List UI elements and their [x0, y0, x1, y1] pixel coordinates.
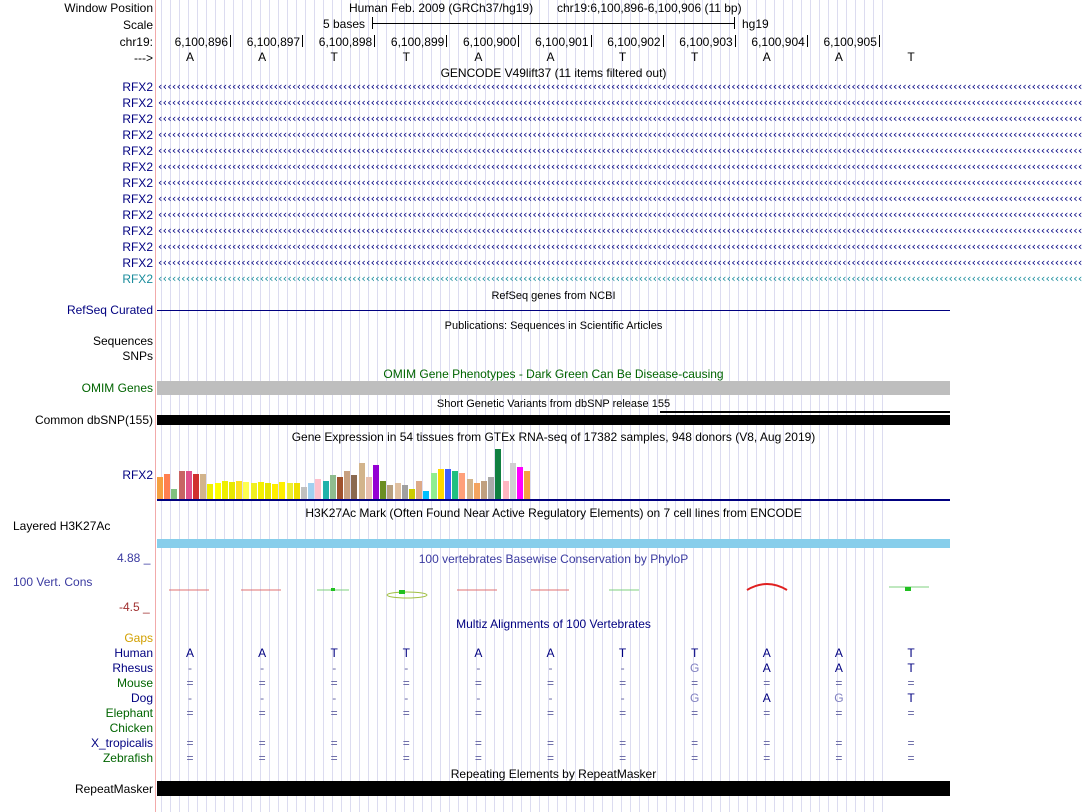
- repeatmasker-title: Repeating Elements by RepeatMasker: [450, 767, 657, 781]
- ruler-tick-label: 6,100,901: [535, 35, 589, 49]
- ruler-tick-label: 6,100,905: [823, 35, 877, 49]
- ruler-tick: [302, 35, 303, 47]
- gencode-item-label[interactable]: RFX2: [122, 192, 153, 206]
- ruler-tick: [807, 35, 808, 47]
- gtex-title: Gene Expression in 54 tissues from GTEx RNA-seq of 17382 samples, 948 donors (V8, Aug 2019): [291, 430, 816, 444]
- alignment-cell: -: [332, 661, 337, 675]
- omim-bar[interactable]: [157, 381, 950, 395]
- window-position-label: Window Position: [64, 1, 153, 15]
- gencode-transcript[interactable]: ‹‹‹‹‹‹‹‹‹‹‹‹‹‹‹‹‹‹‹‹‹‹‹‹‹‹‹‹‹‹‹‹‹‹‹‹‹‹‹‹‹‹‹‹‹‹‹‹‹‹‹‹‹‹‹‹‹‹‹‹‹‹‹‹‹‹‹‹‹‹‹‹‹‹‹‹‹‹‹‹‹‹‹‹‹‹‹‹‹‹‹‹‹‹‹‹‹‹‹‹‹‹‹‹‹‹‹‹‹‹‹‹‹‹‹‹‹‹‹‹‹‹‹‹‹‹‹‹‹‹‹‹‹‹‹‹‹‹‹‹‹‹‹‹‹‹‹‹‹‹‹‹‹‹‹‹‹‹‹‹‹‹‹‹‹‹‹‹‹‹‹‹‹‹‹‹‹‹‹‹‹‹‹‹‹‹‹‹‹‹‹‹‹‹‹‹‹‹‹‹: [157, 240, 1082, 253]
- alignment-cell: -: [260, 691, 265, 705]
- alignment-cell: =: [619, 736, 627, 750]
- gtex-bar[interactable]: [445, 469, 451, 499]
- scale-bar-right: [734, 17, 735, 29]
- gencode-transcript[interactable]: ‹‹‹‹‹‹‹‹‹‹‹‹‹‹‹‹‹‹‹‹‹‹‹‹‹‹‹‹‹‹‹‹‹‹‹‹‹‹‹‹‹‹‹‹‹‹‹‹‹‹‹‹‹‹‹‹‹‹‹‹‹‹‹‹‹‹‹‹‹‹‹‹‹‹‹‹‹‹‹‹‹‹‹‹‹‹‹‹‹‹‹‹‹‹‹‹‹‹‹‹‹‹‹‹‹‹‹‹‹‹‹‹‹‹‹‹‹‹‹‹‹‹‹‹‹‹‹‹‹‹‹‹‹‹‹‹‹‹‹‹‹‹‹‹‹‹‹‹‹‹‹‹‹‹‹‹‹‹‹‹‹‹‹‹‹‹‹‹‹‹‹‹‹‹‹‹‹‹‹‹‹‹‹‹‹‹‹‹‹‹‹‹‹‹‹‹‹‹‹‹: [157, 144, 1082, 157]
- gtex-bar[interactable]: [207, 484, 213, 499]
- base-letter: A: [474, 50, 483, 64]
- gencode-item-label[interactable]: RFX2: [122, 160, 153, 174]
- gtex-bar[interactable]: [164, 474, 170, 499]
- gtex-bar[interactable]: [366, 477, 372, 499]
- base-letter: T: [618, 50, 627, 64]
- base-letter: T: [330, 50, 338, 64]
- alignment-cell: -: [260, 661, 265, 675]
- gtex-bar[interactable]: [395, 483, 401, 499]
- gtex-bar[interactable]: [517, 467, 523, 499]
- base-letter: T: [402, 50, 410, 64]
- dbsnp-thin-line: [660, 411, 950, 413]
- gtex-bar[interactable]: [495, 449, 501, 499]
- gencode-item-label[interactable]: RFX2: [122, 144, 153, 158]
- gtex-bar[interactable]: [510, 463, 516, 499]
- ruler-tick: [374, 35, 375, 47]
- gtex-gene-label[interactable]: RFX2: [122, 468, 153, 482]
- gtex-bar[interactable]: [236, 481, 242, 499]
- sequences-label[interactable]: Sequences: [92, 334, 153, 348]
- scale-text: 5 bases: [323, 17, 366, 31]
- species-label[interactable]: X_tropicalis: [90, 736, 153, 750]
- alignment-cell: =: [546, 706, 554, 720]
- gencode-item-label[interactable]: RFX2: [122, 240, 153, 254]
- alignment-cell: =: [330, 751, 338, 765]
- base-letter: A: [546, 50, 555, 64]
- phylop-mark-8: [747, 584, 787, 590]
- gencode-item-label[interactable]: RFX2: [122, 176, 153, 190]
- alignment-cell: -: [476, 661, 481, 675]
- phylop-mark-9-point: [905, 587, 911, 591]
- alignment-cell: -: [188, 691, 192, 705]
- ruler-tick-label: 6,100,902: [607, 35, 661, 49]
- alignment-cell: -: [404, 691, 409, 705]
- gtex-bar[interactable]: [171, 489, 177, 499]
- alignment-cell: =: [402, 676, 410, 690]
- alignment-cell: =: [907, 706, 915, 720]
- alignment-cell: =: [619, 676, 627, 690]
- ruler-tick: [879, 35, 880, 47]
- gtex-bar[interactable]: [215, 483, 221, 499]
- alignment-cell: =: [546, 736, 554, 750]
- gtex-bar[interactable]: [301, 487, 307, 499]
- gencode-transcript[interactable]: ‹‹‹‹‹‹‹‹‹‹‹‹‹‹‹‹‹‹‹‹‹‹‹‹‹‹‹‹‹‹‹‹‹‹‹‹‹‹‹‹‹‹‹‹‹‹‹‹‹‹‹‹‹‹‹‹‹‹‹‹‹‹‹‹‹‹‹‹‹‹‹‹‹‹‹‹‹‹‹‹‹‹‹‹‹‹‹‹‹‹‹‹‹‹‹‹‹‹‹‹‹‹‹‹‹‹‹‹‹‹‹‹‹‹‹‹‹‹‹‹‹‹‹‹‹‹‹‹‹‹‹‹‹‹‹‹‹‹‹‹‹‹‹‹‹‹‹‹‹‹‹‹‹‹‹‹‹‹‹‹‹‹‹‹‹‹‹‹‹‹‹‹‹‹‹‹‹‹‹‹‹‹‹‹‹‹‹‹‹‹‹‹‹‹‹‹‹‹‹‹: [157, 96, 1082, 109]
- gencode-transcript[interactable]: ‹‹‹‹‹‹‹‹‹‹‹‹‹‹‹‹‹‹‹‹‹‹‹‹‹‹‹‹‹‹‹‹‹‹‹‹‹‹‹‹‹‹‹‹‹‹‹‹‹‹‹‹‹‹‹‹‹‹‹‹‹‹‹‹‹‹‹‹‹‹‹‹‹‹‹‹‹‹‹‹‹‹‹‹‹‹‹‹‹‹‹‹‹‹‹‹‹‹‹‹‹‹‹‹‹‹‹‹‹‹‹‹‹‹‹‹‹‹‹‹‹‹‹‹‹‹‹‹‹‹‹‹‹‹‹‹‹‹‹‹‹‹‹‹‹‹‹‹‹‹‹‹‹‹‹‹‹‹‹‹‹‹‹‹‹‹‹‹‹‹‹‹‹‹‹‹‹‹‹‹‹‹‹‹‹‹‹‹‹‹‹‹‹‹‹‹‹‹‹‹: [157, 272, 1082, 285]
- gtex-bar[interactable]: [229, 482, 235, 499]
- alignment-cell: =: [186, 751, 194, 765]
- multiz-title: Multiz Alignments of 100 Vertebrates: [456, 617, 651, 631]
- dbsnp-label[interactable]: Common dbSNP(155): [34, 413, 153, 427]
- phylop-mark-3-point: [331, 588, 335, 591]
- alignment-cell: T: [330, 646, 338, 660]
- alignment-cell: =: [474, 676, 482, 690]
- alignment-cell: =: [258, 751, 266, 765]
- chrom-label: chr19:: [119, 35, 153, 49]
- h3k27ac-bar[interactable]: [157, 539, 950, 548]
- ruler-tick: [446, 35, 447, 47]
- alignment-cell: A: [834, 661, 843, 675]
- gencode-transcript[interactable]: ‹‹‹‹‹‹‹‹‹‹‹‹‹‹‹‹‹‹‹‹‹‹‹‹‹‹‹‹‹‹‹‹‹‹‹‹‹‹‹‹‹‹‹‹‹‹‹‹‹‹‹‹‹‹‹‹‹‹‹‹‹‹‹‹‹‹‹‹‹‹‹‹‹‹‹‹‹‹‹‹‹‹‹‹‹‹‹‹‹‹‹‹‹‹‹‹‹‹‹‹‹‹‹‹‹‹‹‹‹‹‹‹‹‹‹‹‹‹‹‹‹‹‹‹‹‹‹‹‹‹‹‹‹‹‹‹‹‹‹‹‹‹‹‹‹‹‹‹‹‹‹‹‹‹‹‹‹‹‹‹‹‹‹‹‹‹‹‹‹‹‹‹‹‹‹‹‹‹‹‹‹‹‹‹‹‹‹‹‹‹‹‹‹‹‹‹‹‹‹‹: [157, 224, 1082, 237]
- alignment-cell: =: [835, 736, 843, 750]
- repeatmasker-label[interactable]: RepeatMasker: [74, 782, 153, 796]
- gtex-baseline: [157, 499, 950, 501]
- gaps-label[interactable]: Gaps: [124, 631, 153, 645]
- phylop-label[interactable]: 100 Vert. Cons: [13, 575, 93, 589]
- gtex-bar[interactable]: [222, 481, 228, 499]
- alignment-cell: =: [258, 706, 266, 720]
- species-label[interactable]: Zebrafish: [102, 751, 153, 765]
- species-label[interactable]: Rhesus: [112, 661, 153, 675]
- omim-label[interactable]: OMIM Genes: [81, 381, 153, 395]
- gencode-title: GENCODE V49lift37 (11 items filtered out): [440, 66, 667, 80]
- assembly-title: Human Feb. 2009 (GRCh37/hg19): [349, 1, 534, 15]
- gencode-transcript[interactable]: ‹‹‹‹‹‹‹‹‹‹‹‹‹‹‹‹‹‹‹‹‹‹‹‹‹‹‹‹‹‹‹‹‹‹‹‹‹‹‹‹‹‹‹‹‹‹‹‹‹‹‹‹‹‹‹‹‹‹‹‹‹‹‹‹‹‹‹‹‹‹‹‹‹‹‹‹‹‹‹‹‹‹‹‹‹‹‹‹‹‹‹‹‹‹‹‹‹‹‹‹‹‹‹‹‹‹‹‹‹‹‹‹‹‹‹‹‹‹‹‹‹‹‹‹‹‹‹‹‹‹‹‹‹‹‹‹‹‹‹‹‹‹‹‹‹‹‹‹‹‹‹‹‹‹‹‹‹‹‹‹‹‹‹‹‹‹‹‹‹‹‹‹‹‹‹‹‹‹‹‹‹‹‹‹‹‹‹‹‹‹‹‹‹‹‹‹‹‹‹‹: [157, 128, 1082, 141]
- gtex-bar[interactable]: [251, 483, 257, 499]
- alignment-cell: =: [474, 706, 482, 720]
- gtex-bar[interactable]: [524, 471, 530, 499]
- alignment-cell: =: [763, 736, 771, 750]
- ruler-tick-label: 6,100,898: [318, 35, 373, 49]
- gtex-bar[interactable]: [272, 484, 278, 499]
- alignment-cell: =: [691, 706, 699, 720]
- alignment-cell: =: [258, 736, 266, 750]
- alignment-cell: -: [548, 691, 553, 705]
- alignment-cell: =: [186, 736, 194, 750]
- alignment-cell: =: [835, 676, 843, 690]
- gencode-transcript[interactable]: ‹‹‹‹‹‹‹‹‹‹‹‹‹‹‹‹‹‹‹‹‹‹‹‹‹‹‹‹‹‹‹‹‹‹‹‹‹‹‹‹‹‹‹‹‹‹‹‹‹‹‹‹‹‹‹‹‹‹‹‹‹‹‹‹‹‹‹‹‹‹‹‹‹‹‹‹‹‹‹‹‹‹‹‹‹‹‹‹‹‹‹‹‹‹‹‹‹‹‹‹‹‹‹‹‹‹‹‹‹‹‹‹‹‹‹‹‹‹‹‹‹‹‹‹‹‹‹‹‹‹‹‹‹‹‹‹‹‹‹‹‹‹‹‹‹‹‹‹‹‹‹‹‹‹‹‹‹‹‹‹‹‹‹‹‹‹‹‹‹‹‹‹‹‹‹‹‹‹‹‹‹‹‹‹‹‹‹‹‹‹‹‹‹‹‹‹‹‹‹‹: [157, 160, 1082, 173]
- repeatmasker-bar[interactable]: [157, 781, 950, 796]
- alignment-cell: A: [834, 646, 843, 660]
- gtex-bar[interactable]: [258, 482, 264, 499]
- gencode-item-label[interactable]: RFX2: [122, 272, 153, 286]
- gtex-bar[interactable]: [157, 477, 163, 499]
- gtex-bar[interactable]: [323, 481, 329, 499]
- snps-label[interactable]: SNPs: [122, 349, 153, 363]
- alignment-cell: =: [835, 751, 843, 765]
- alignment-cell: =: [186, 676, 194, 690]
- gtex-bar[interactable]: [387, 485, 393, 499]
- gencode-item-label[interactable]: RFX2: [122, 224, 153, 238]
- gtex-bar[interactable]: [287, 483, 293, 499]
- alignment-cell: =: [835, 706, 843, 720]
- alignment-cell: =: [330, 676, 338, 690]
- gencode-item-label[interactable]: RFX2: [122, 112, 153, 126]
- alignment-cell: A: [762, 661, 771, 675]
- gencode-transcript[interactable]: ‹‹‹‹‹‹‹‹‹‹‹‹‹‹‹‹‹‹‹‹‹‹‹‹‹‹‹‹‹‹‹‹‹‹‹‹‹‹‹‹‹‹‹‹‹‹‹‹‹‹‹‹‹‹‹‹‹‹‹‹‹‹‹‹‹‹‹‹‹‹‹‹‹‹‹‹‹‹‹‹‹‹‹‹‹‹‹‹‹‹‹‹‹‹‹‹‹‹‹‹‹‹‹‹‹‹‹‹‹‹‹‹‹‹‹‹‹‹‹‹‹‹‹‹‹‹‹‹‹‹‹‹‹‹‹‹‹‹‹‹‹‹‹‹‹‹‹‹‹‹‹‹‹‹‹‹‹‹‹‹‹‹‹‹‹‹‹‹‹‹‹‹‹‹‹‹‹‹‹‹‹‹‹‹‹‹‹‹‹‹‹‹‹‹‹‹‹‹‹‹: [157, 256, 1082, 269]
- gtex-bar[interactable]: [423, 491, 429, 499]
- base-letter: T: [907, 50, 915, 64]
- alignment-cell: G: [690, 661, 700, 675]
- ruler-tick: [663, 35, 664, 47]
- gtex-bar[interactable]: [380, 481, 386, 499]
- gtex-bar[interactable]: [402, 485, 408, 499]
- alignment-cell: =: [474, 751, 482, 765]
- omim-title: OMIM Gene Phenotypes - Dark Green Can Be Disease-causing: [383, 367, 724, 381]
- gtex-bar[interactable]: [200, 474, 206, 499]
- gtex-bar[interactable]: [481, 481, 487, 499]
- alignment-cell: T: [691, 646, 699, 660]
- phylop-mark-4: [387, 592, 427, 598]
- alignment-cell: A: [185, 646, 194, 660]
- ruler-tick: [230, 35, 231, 47]
- gtex-bar[interactable]: [459, 473, 465, 499]
- alignment-cell: T: [907, 661, 915, 675]
- alignment-cell: A: [258, 646, 267, 660]
- alignment-cell: A: [762, 691, 771, 705]
- alignment-cell: =: [546, 751, 554, 765]
- alignment-cell: =: [619, 751, 627, 765]
- ruler-tick: [591, 35, 592, 47]
- alignment-cell: =: [330, 736, 338, 750]
- alignment-cell: T: [907, 646, 915, 660]
- species-label[interactable]: Elephant: [105, 706, 153, 720]
- alignment-cell: -: [332, 691, 337, 705]
- refseq-label[interactable]: RefSeq Curated: [66, 303, 153, 317]
- gencode-transcript[interactable]: ‹‹‹‹‹‹‹‹‹‹‹‹‹‹‹‹‹‹‹‹‹‹‹‹‹‹‹‹‹‹‹‹‹‹‹‹‹‹‹‹‹‹‹‹‹‹‹‹‹‹‹‹‹‹‹‹‹‹‹‹‹‹‹‹‹‹‹‹‹‹‹‹‹‹‹‹‹‹‹‹‹‹‹‹‹‹‹‹‹‹‹‹‹‹‹‹‹‹‹‹‹‹‹‹‹‹‹‹‹‹‹‹‹‹‹‹‹‹‹‹‹‹‹‹‹‹‹‹‹‹‹‹‹‹‹‹‹‹‹‹‹‹‹‹‹‹‹‹‹‹‹‹‹‹‹‹‹‹‹‹‹‹‹‹‹‹‹‹‹‹‹‹‹‹‹‹‹‹‹‹‹‹‹‹‹‹‹‹‹‹‹‹‹‹‹‹‹‹‹‹: [157, 112, 1082, 125]
- ruler-tick-label: 6,100,897: [246, 35, 301, 49]
- alignment-cell: =: [763, 706, 771, 720]
- species-label[interactable]: Chicken: [109, 721, 153, 735]
- gencode-item-label[interactable]: RFX2: [122, 128, 153, 142]
- base-letter: A: [185, 50, 194, 64]
- alignment-cell: =: [907, 736, 915, 750]
- ruler-tick-label: 6,100,896: [174, 35, 228, 49]
- base-letter: T: [691, 50, 699, 64]
- phylop-track[interactable]: [157, 575, 950, 605]
- gencode-item-label[interactable]: RFX2: [122, 208, 153, 222]
- gtex-bar[interactable]: [193, 474, 199, 499]
- scale-label: Scale: [122, 18, 153, 32]
- gtex-bar[interactable]: [503, 481, 509, 499]
- track-separator: [155, 0, 156, 812]
- alignment-cell: =: [691, 676, 699, 690]
- refseq-title: RefSeq genes from NCBI: [491, 290, 616, 302]
- alignment-cell: =: [402, 706, 410, 720]
- ruler-tick-label: 6,100,904: [751, 35, 805, 49]
- gtex-bar[interactable]: [186, 471, 192, 499]
- dbsnp-title: Short Genetic Variants from dbSNP release 155: [436, 398, 671, 410]
- alignment-cell: =: [763, 676, 771, 690]
- alignment-cell: -: [620, 691, 625, 705]
- gtex-bar[interactable]: [179, 471, 185, 499]
- gencode-transcript[interactable]: ‹‹‹‹‹‹‹‹‹‹‹‹‹‹‹‹‹‹‹‹‹‹‹‹‹‹‹‹‹‹‹‹‹‹‹‹‹‹‹‹‹‹‹‹‹‹‹‹‹‹‹‹‹‹‹‹‹‹‹‹‹‹‹‹‹‹‹‹‹‹‹‹‹‹‹‹‹‹‹‹‹‹‹‹‹‹‹‹‹‹‹‹‹‹‹‹‹‹‹‹‹‹‹‹‹‹‹‹‹‹‹‹‹‹‹‹‹‹‹‹‹‹‹‹‹‹‹‹‹‹‹‹‹‹‹‹‹‹‹‹‹‹‹‹‹‹‹‹‹‹‹‹‹‹‹‹‹‹‹‹‹‹‹‹‹‹‹‹‹‹‹‹‹‹‹‹‹‹‹‹‹‹‹‹‹‹‹‹‹‹‹‹‹‹‹‹‹‹‹‹: [157, 208, 1082, 221]
- gtex-bar[interactable]: [416, 481, 422, 499]
- alignment-cell: G: [690, 691, 700, 705]
- alignment-cell: =: [907, 751, 915, 765]
- gtex-bar[interactable]: [351, 475, 357, 499]
- phylop-title: 100 vertebrates Basewise Conservation by PhyloP: [418, 552, 689, 566]
- species-label[interactable]: Mouse: [116, 676, 153, 690]
- ruler-tick: [735, 35, 736, 47]
- alignment-cell: =: [330, 706, 338, 720]
- alignment-cell: =: [619, 706, 627, 720]
- species-label[interactable]: Dog: [130, 691, 153, 705]
- alignment-cell: T: [402, 646, 410, 660]
- ruler-tick-label: 6,100,899: [390, 35, 445, 49]
- alignment-cell: -: [620, 661, 625, 675]
- alignment-cell: =: [402, 751, 410, 765]
- alignment-cell: -: [476, 691, 481, 705]
- phylop-mark-4-point: [399, 590, 405, 594]
- gencode-transcript[interactable]: ‹‹‹‹‹‹‹‹‹‹‹‹‹‹‹‹‹‹‹‹‹‹‹‹‹‹‹‹‹‹‹‹‹‹‹‹‹‹‹‹‹‹‹‹‹‹‹‹‹‹‹‹‹‹‹‹‹‹‹‹‹‹‹‹‹‹‹‹‹‹‹‹‹‹‹‹‹‹‹‹‹‹‹‹‹‹‹‹‹‹‹‹‹‹‹‹‹‹‹‹‹‹‹‹‹‹‹‹‹‹‹‹‹‹‹‹‹‹‹‹‹‹‹‹‹‹‹‹‹‹‹‹‹‹‹‹‹‹‹‹‹‹‹‹‹‹‹‹‹‹‹‹‹‹‹‹‹‹‹‹‹‹‹‹‹‹‹‹‹‹‹‹‹‹‹‹‹‹‹‹‹‹‹‹‹‹‹‹‹‹‹‹‹‹‹‹‹‹‹‹: [157, 176, 1082, 189]
- gtex-bar[interactable]: [337, 477, 343, 499]
- alignment-cell: T: [907, 691, 915, 705]
- alignment-cell: =: [907, 676, 915, 690]
- gencode-transcript[interactable]: ‹‹‹‹‹‹‹‹‹‹‹‹‹‹‹‹‹‹‹‹‹‹‹‹‹‹‹‹‹‹‹‹‹‹‹‹‹‹‹‹‹‹‹‹‹‹‹‹‹‹‹‹‹‹‹‹‹‹‹‹‹‹‹‹‹‹‹‹‹‹‹‹‹‹‹‹‹‹‹‹‹‹‹‹‹‹‹‹‹‹‹‹‹‹‹‹‹‹‹‹‹‹‹‹‹‹‹‹‹‹‹‹‹‹‹‹‹‹‹‹‹‹‹‹‹‹‹‹‹‹‹‹‹‹‹‹‹‹‹‹‹‹‹‹‹‹‹‹‹‹‹‹‹‹‹‹‹‹‹‹‹‹‹‹‹‹‹‹‹‹‹‹‹‹‹‹‹‹‹‹‹‹‹‹‹‹‹‹‹‹‹‹‹‹‹‹‹‹‹‹: [157, 80, 1082, 93]
- gtex-bar[interactable]: [344, 471, 350, 499]
- ruler-tick-label: 6,100,903: [679, 35, 733, 49]
- alignment-cell: A: [474, 646, 483, 660]
- scale-bar: [372, 23, 734, 24]
- alignment-cell: -: [548, 661, 553, 675]
- alignment-cell: -: [404, 661, 409, 675]
- gtex-bar[interactable]: [488, 477, 494, 499]
- alignment-cell: A: [546, 646, 555, 660]
- alignment-cell: =: [474, 736, 482, 750]
- gtex-bar[interactable]: [279, 482, 285, 499]
- species-label[interactable]: Human: [114, 646, 153, 660]
- gtex-bar[interactable]: [431, 473, 437, 499]
- gencode-item-label[interactable]: RFX2: [122, 256, 153, 270]
- gencode-transcript[interactable]: ‹‹‹‹‹‹‹‹‹‹‹‹‹‹‹‹‹‹‹‹‹‹‹‹‹‹‹‹‹‹‹‹‹‹‹‹‹‹‹‹‹‹‹‹‹‹‹‹‹‹‹‹‹‹‹‹‹‹‹‹‹‹‹‹‹‹‹‹‹‹‹‹‹‹‹‹‹‹‹‹‹‹‹‹‹‹‹‹‹‹‹‹‹‹‹‹‹‹‹‹‹‹‹‹‹‹‹‹‹‹‹‹‹‹‹‹‹‹‹‹‹‹‹‹‹‹‹‹‹‹‹‹‹‹‹‹‹‹‹‹‹‹‹‹‹‹‹‹‹‹‹‹‹‹‹‹‹‹‹‹‹‹‹‹‹‹‹‹‹‹‹‹‹‹‹‹‹‹‹‹‹‹‹‹‹‹‹‹‹‹‹‹‹‹‹‹‹‹‹‹: [157, 192, 1082, 205]
- alignment-cell: =: [402, 736, 410, 750]
- dbsnp-bar[interactable]: [157, 415, 950, 425]
- base-letter: A: [834, 50, 843, 64]
- gtex-bar[interactable]: [265, 483, 271, 499]
- gencode-item-label[interactable]: RFX2: [122, 80, 153, 94]
- position-text: chr19:6,100,896-6,100,906 (11 bp): [557, 1, 742, 15]
- alignment-cell: T: [618, 646, 627, 660]
- h3k27ac-title: H3K27Ac Mark (Often Found Near Active Regulatory Elements) on 7 cell lines from ENCODE: [305, 506, 802, 520]
- alignment-cell: =: [258, 676, 266, 690]
- gtex-bar[interactable]: [467, 479, 473, 499]
- strand-label: --->: [134, 51, 153, 65]
- gtex-bar[interactable]: [409, 489, 415, 499]
- alignment-cell: =: [691, 736, 699, 750]
- alignment-cell: -: [188, 661, 192, 675]
- gtex-bar[interactable]: [308, 483, 314, 499]
- gtex-bar[interactable]: [243, 482, 249, 499]
- ruler-tick-label: 6,100,900: [463, 35, 517, 49]
- alignment-cell: G: [834, 691, 844, 705]
- base-letter: A: [258, 50, 267, 64]
- gtex-bar[interactable]: [315, 479, 321, 499]
- gencode-item-label[interactable]: RFX2: [122, 96, 153, 110]
- gtex-bar[interactable]: [359, 463, 365, 499]
- alignment-cell: A: [762, 646, 771, 660]
- gtex-bar[interactable]: [294, 483, 300, 499]
- db-label: hg19: [742, 17, 769, 31]
- phylop-min: -4.5 _: [119, 600, 150, 614]
- alignment-cell: =: [186, 706, 194, 720]
- gtex-bar[interactable]: [373, 465, 379, 499]
- gtex-bar[interactable]: [452, 471, 458, 499]
- phylop-max: 4.88 _: [117, 551, 151, 565]
- alignment-cell: =: [763, 751, 771, 765]
- refseq-line[interactable]: [157, 310, 950, 311]
- gtex-bar[interactable]: [438, 469, 444, 499]
- base-letter: A: [762, 50, 771, 64]
- publications-title: Publications: Sequences in Scientific Articles: [444, 320, 663, 332]
- h3k27ac-label[interactable]: Layered H3K27Ac: [13, 519, 111, 533]
- gtex-bar[interactable]: [330, 475, 336, 499]
- gtex-bar[interactable]: [474, 483, 480, 499]
- alignment-cell: =: [691, 751, 699, 765]
- alignment-cell: =: [546, 676, 554, 690]
- ruler-tick: [518, 35, 519, 47]
